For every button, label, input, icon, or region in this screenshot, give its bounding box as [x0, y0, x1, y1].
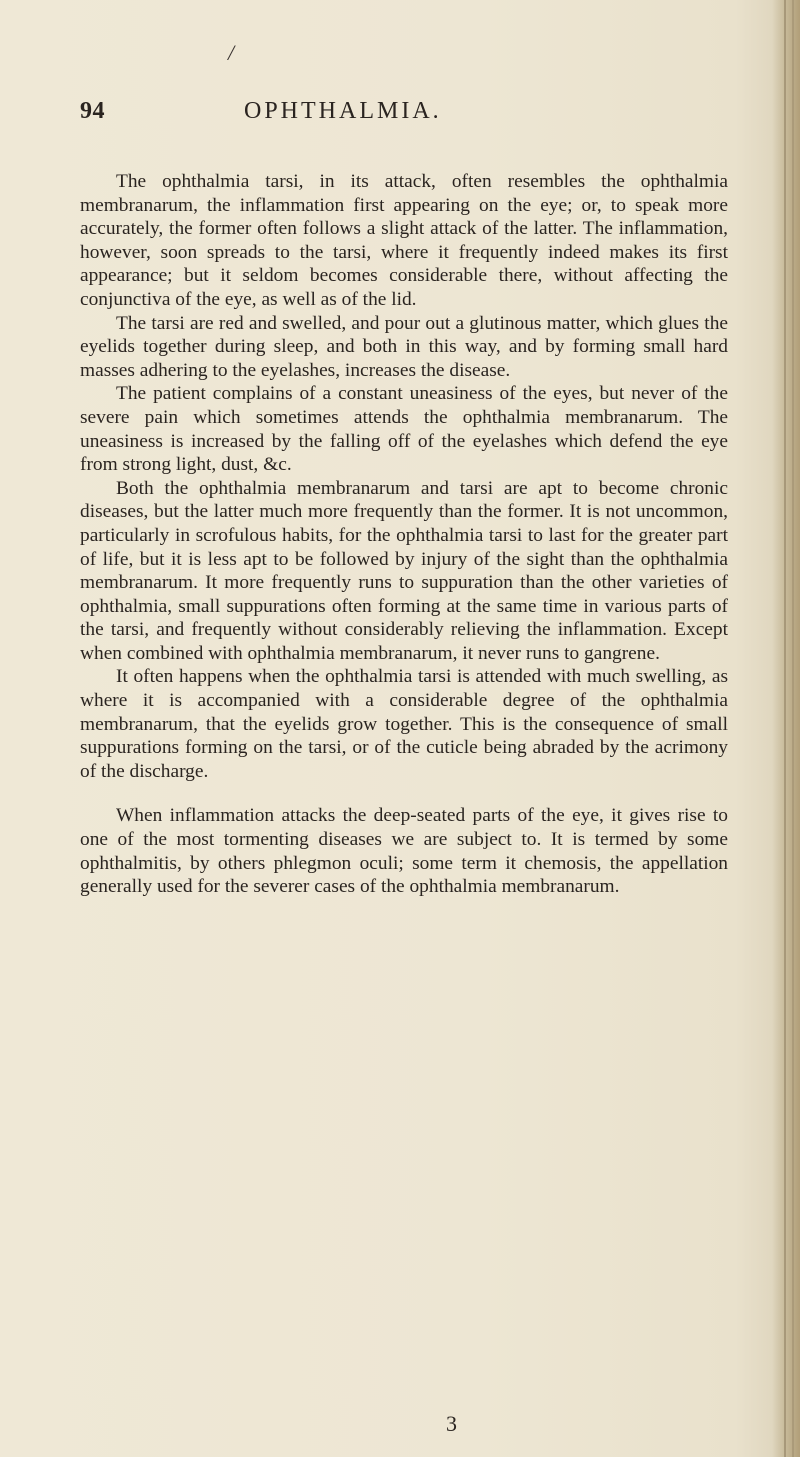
- paragraph: The tarsi are red and swelled, and pour out a glutinous matter, which glues the eyelids together during sleep, and both in this way, and by forming small hard masses adhering to the eyelashes, increases the disease.: [80, 312, 728, 381]
- paragraph: It often happens when the ophthalmia tarsi is attended with much swelling, as where it is accompanied with a considerable degree of the ophthalmia membranarum, that the eyelids grow together. This is the consequence of small suppurations forming on the tarsi, or of the cuticle being abraded by the acrimony of the discharge.: [80, 666, 728, 782]
- body-text: [80, 170, 728, 899]
- paragraph: Both the ophthalmia membranarum and tarsi are apt to become chronic diseases, but the latter much more frequently than the former. It is not uncommon, particularly in scrofulous habits, for the ophthalmia tarsi to last for the greater part of life, but it is less apt to be followed by injury of the sight than the ophthalmia membranarum. It more frequently runs to suppuration than the other varieties of ophthalmia, small suppurations often forming at the same time in various parts of the tarsi, and frequently without considerably relieving the inflammation. Except when combined with ophthalmia membranarum, it never runs to gangrene.: [80, 477, 728, 664]
- page-header: [80, 98, 730, 138]
- signature-mark: 3: [446, 1411, 457, 1436]
- paragraph: When inflammation attacks the deep-seated parts of the eye, it gives rise to one of the most tormenting diseases we are subject to. It is termed by some ophthalmitis, by others phlegmon oculi; some term it chemosis, the appellation generally used for the severer cases of the ophthalmia membranarum.: [80, 805, 728, 898]
- stray-pen-mark: /: [228, 40, 235, 65]
- paragraph: The patient complains of a constant uneasiness of the eyes, but never of the severe pain which sometimes attends the ophthalmia membranarum. The uneasiness is increased by the falling off of the eyelashes which defend the eye from strong light, dust, &c.: [80, 383, 728, 476]
- paragraph: The ophthalmia tarsi, in its attack, often resembles the ophthalmia membranarum, the inflammation first appearing on the eye; or, to speak more accurately, the former often follows a slight attack of the latter. The inflammation, however, soon spreads to the tarsi, where it frequently indeed makes its first appearance; but it seldom becomes considerable there, without affecting the conjunctiva of the eye, as well as of the lid.: [80, 171, 728, 310]
- running-head: OPHTHALMIA.: [244, 98, 442, 124]
- page-edge-line: [792, 0, 794, 1457]
- page-edge-line: [784, 0, 786, 1457]
- page-edge-shadow: [772, 0, 800, 1457]
- page-number: 94: [80, 98, 105, 124]
